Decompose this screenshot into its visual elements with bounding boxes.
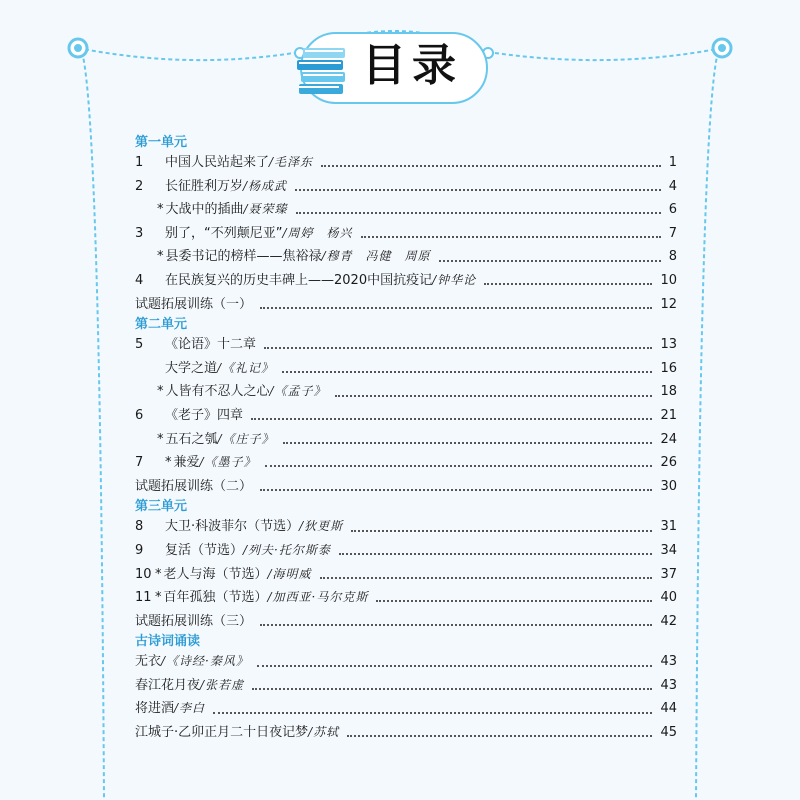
toc-entry-title: 复活（节选） (165, 542, 244, 558)
toc-entry[interactable] (135, 245, 677, 269)
toc-entry-author: /周婷 杨兴 (282, 225, 353, 240)
dotted-leader (296, 211, 661, 214)
toc-entry-author: /张若虚 (200, 677, 245, 692)
toc-entry-page-number: 21 (660, 407, 677, 423)
books-icon (295, 44, 355, 100)
toc-entry-page-number: 44 (660, 701, 677, 717)
toc-entry[interactable] (135, 428, 677, 452)
toc-entry[interactable] (135, 198, 677, 222)
optional-reading-star: * (165, 455, 172, 471)
toc-entry-title: 兼爱 (173, 455, 200, 471)
toc-entry-author: /毛泽东 (269, 155, 314, 169)
dotted-leader (335, 394, 653, 397)
toc-entry[interactable] (135, 333, 677, 357)
dotted-leader (265, 464, 653, 467)
toc-entry-page-number: 12 (660, 296, 677, 312)
toc-entry-page-number: 40 (660, 590, 677, 606)
toc-entry-author: /《庄子》 (217, 431, 275, 446)
toc-entry-author: /海明威 (267, 566, 312, 581)
toc-entry-page-number: 43 (660, 677, 677, 693)
toc-entry-author: /杨成武 (243, 178, 288, 193)
toc-entry-title: 人皆有不忍人之心 (165, 384, 270, 400)
toc-entry-title: 试题拓展训练（二） (135, 478, 253, 494)
toc-entry-title: 《论语》十二章 (165, 337, 257, 353)
toc-entry[interactable] (135, 380, 677, 404)
toc-entry-page-number: 34 (660, 542, 677, 558)
toc-entry-author: /加西亚·马尔克斯 (267, 590, 369, 605)
toc-entry-page-number: 24 (660, 431, 677, 447)
toc-unit-heading: 第一单元 (135, 135, 188, 150)
table-of-contents (135, 134, 677, 745)
toc-entry-page-number: 18 (660, 384, 677, 400)
toc-entry-number: 2 (135, 178, 144, 194)
toc-entry-author: /列夫·托尔斯泰 (243, 542, 331, 557)
toc-entry-number: 1 (135, 155, 144, 170)
toc-entry-page-number: 45 (660, 725, 677, 741)
toc-entry-title: 在民族复兴的历史丰碑上——2020中国抗疫记 (165, 272, 433, 288)
dotted-leader (260, 306, 652, 309)
toc-entry-number: 9 (135, 542, 144, 558)
toc-entry-number: 5 (135, 337, 144, 353)
dotted-leader (484, 282, 652, 285)
dotted-leader (376, 599, 652, 602)
toc-entry-page-number: 10 (660, 272, 677, 288)
toc-entry[interactable] (135, 404, 677, 428)
toc-unit-heading: 古诗词诵读 (135, 634, 201, 650)
toc-entry-number: 4 (135, 272, 144, 288)
toc-entry-title: 长征胜利万岁 (165, 178, 244, 194)
toc-entry-page-number: 4 (668, 178, 677, 194)
toc-entry-title: 五石之瓠 (165, 431, 218, 447)
toc-entry[interactable] (135, 175, 677, 199)
dotted-leader (264, 346, 652, 349)
dotted-leader (251, 417, 652, 420)
toc-entry-title: 试题拓展训练（一） (135, 296, 253, 312)
toc-entry[interactable] (135, 650, 677, 674)
toc-entry-title: 《老子》四章 (165, 407, 244, 423)
toc-entry-number: 7 (135, 455, 144, 471)
toc-entry-author: /穆青 冯健 周原 (321, 249, 431, 264)
toc-entry-title: 县委书记的榜样——焦裕禄 (165, 249, 322, 265)
dotted-leader (321, 164, 661, 167)
toc-entry[interactable] (135, 222, 677, 246)
optional-reading-star: * (157, 249, 164, 265)
toc-entry-page-number: 30 (660, 478, 677, 494)
toc-entry-page-number: 43 (660, 654, 677, 670)
toc-entry-author: /《诗经·秦风》 (161, 654, 249, 669)
toc-entry-page-number: 8 (668, 249, 677, 265)
dotted-leader (260, 488, 652, 491)
toc-entry-page-number: 1 (668, 155, 677, 170)
toc-unit-heading: 第三单元 (135, 499, 188, 515)
toc-entry-author: /苏轼 (308, 725, 340, 740)
toc-entry-title: 无衣 (135, 654, 162, 670)
toc-entry-title: 将进酒 (135, 701, 175, 717)
toc-entry[interactable] (135, 269, 677, 293)
toc-entry-page-number: 31 (660, 519, 677, 535)
toc-entry[interactable] (135, 357, 677, 381)
toc-entry[interactable] (135, 151, 677, 175)
dotted-leader (339, 552, 653, 555)
toc-entry-title: 中国人民站起来了 (165, 155, 270, 170)
optional-reading-star: * (157, 202, 164, 218)
toc-entry[interactable] (135, 721, 677, 745)
toc-entry[interactable] (135, 293, 677, 317)
toc-entry-number: 10 (135, 566, 152, 582)
toc-entry-page-number: 42 (660, 613, 677, 629)
toc-entry-title: 江城子·乙卯正月二十日夜记梦 (135, 725, 309, 741)
dotted-leader (260, 623, 652, 626)
optional-reading-star: * (157, 384, 164, 400)
toc-entry[interactable] (135, 697, 677, 721)
optional-reading-star: * (157, 431, 164, 447)
dotted-leader (213, 711, 652, 714)
toc-entry-author: /《礼记》 (217, 360, 275, 375)
toc-entry-title: 老人与海（节选） (163, 566, 268, 582)
toc-entry-page-number: 37 (660, 566, 677, 582)
toc-entry[interactable] (135, 610, 677, 634)
dotted-leader (361, 235, 661, 238)
dotted-leader (320, 576, 653, 579)
dotted-leader (351, 529, 652, 532)
toc-entry[interactable] (135, 475, 677, 499)
toc-entry-title: 试题拓展训练（三） (135, 613, 253, 629)
toc-entry-number: 11 (135, 590, 152, 606)
toc-entry-page-number: 26 (660, 455, 677, 471)
toc-entry-author: /聂荣臻 (243, 202, 288, 217)
toc-unit-heading: 第二单元 (135, 317, 188, 333)
toc-entry-page-number: 6 (668, 202, 677, 218)
toc-entry[interactable] (135, 674, 677, 698)
dotted-leader (252, 687, 652, 690)
dotted-leader (439, 259, 661, 262)
toc-entry-number: 8 (135, 519, 144, 535)
toc-entry-title: 百年孤独（节选） (163, 590, 268, 606)
toc-entry-author: /钟华论 (432, 272, 477, 287)
toc-entry-number: 3 (135, 225, 144, 241)
toc-entry-title: 春江花月夜 (135, 677, 201, 693)
toc-entry[interactable] (135, 539, 677, 563)
toc-entry-title: 别了，“不列颠尼亚” (165, 225, 283, 241)
dotted-leader (283, 441, 653, 444)
dotted-leader (282, 370, 652, 373)
optional-reading-star: * (155, 566, 162, 582)
dotted-leader (257, 664, 653, 667)
toc-entry-author: /《孟子》 (269, 384, 327, 399)
toc-entry-author: /《墨子》 (199, 455, 257, 470)
toc-entry-page-number: 13 (660, 337, 677, 353)
toc-entry[interactable] (135, 515, 677, 539)
toc-entry-author: /狄更斯 (299, 519, 344, 534)
toc-entry-page-number: 16 (660, 360, 677, 376)
toc-entry-page-number: 7 (668, 225, 677, 241)
optional-reading-star: * (155, 590, 162, 606)
toc-entry-author: /李白 (174, 701, 206, 716)
toc-entry[interactable] (135, 563, 677, 587)
dotted-leader (295, 188, 661, 191)
toc-entry[interactable] (135, 451, 677, 475)
page-title: 目录 (362, 40, 462, 91)
toc-entry-title: 大卫·科波菲尔（节选） (165, 519, 300, 535)
toc-entry-title: 大学之道 (165, 360, 218, 376)
toc-entry-title: 大战中的插曲 (165, 202, 244, 218)
dotted-leader (347, 734, 652, 737)
toc-entry-number: 6 (135, 407, 144, 423)
toc-entry[interactable] (135, 586, 677, 610)
